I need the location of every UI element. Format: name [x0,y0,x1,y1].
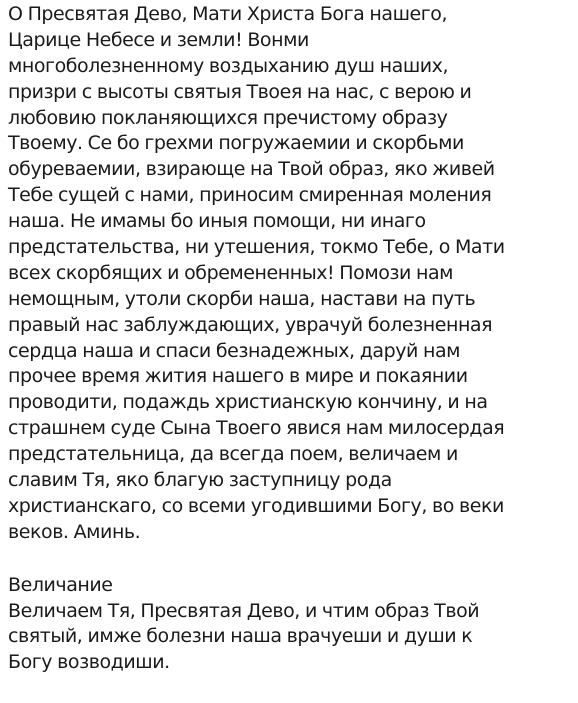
prayer-line: многоболезненному воздыханию душ наших, [8,54,449,77]
prayer-line: прочее время жития нашего в мире и покаянии [8,365,468,388]
prayer-line: Царице Небесе и земли! Вонми [8,28,309,51]
prayer-line: наша. Не имамы бо иныя помощи, ни инаго [8,210,426,233]
prayer-line: христианскаго, со всеми угодившими Богу, во веки [8,494,504,517]
prayer-line: славим Тя, яко благую заступницу рода [8,469,392,492]
prayer-line: правый нас заблуждающих, уврачуй болезненная [8,313,493,336]
magnification-line: Богу возводиши. [8,651,170,674]
prayer-line: предстательница, да всегда поем, величаем и [8,443,458,466]
prayer-line: Твоему. Се бо грехми погружаемии и скорбьми [8,132,464,155]
prayer-line: немощным, утоли скорби наша, настави на путь [8,287,476,310]
prayer-line: страшнем суде Сына Твоего явися нам милосердая [8,417,505,440]
magnification-section [8,573,574,677]
prayer-line: Тебе сущей с нами, приносим смиренная моления [8,184,492,207]
prayer-line: всех скорбящих и обремененных! Помози нам [8,261,454,284]
document-text [8,2,574,676]
prayer-line: сердца наша и спаси безнадежных, даруй нам [8,339,461,362]
prayer-line: любовию покланяющихся пречистому образу [8,106,448,129]
prayer-line: предстательства, ни утешения, токмо Тебе, о Мати [8,236,505,259]
prayer-line: призри с высоты святыя Твоея на нас, с верою и [8,80,472,103]
prayer-line: проводити, подаждь христианскую кончину, и на [8,391,488,414]
prayer-line: веков. Аминь. [8,520,141,543]
prayer-paragraph [8,2,574,546]
prayer-line: О Пресвятая Дево, Мати Христа Бога нашего, [8,3,448,25]
prayer-line: обуреваемии, взирающе на Твой образ, яко живей [8,158,495,181]
paragraph-spacer [8,546,574,573]
magnification-line: Величаем Тя, Пресвятая Дево, и чтим образ Твой [8,599,480,622]
magnification-line: святый, имже болезни наша врачуеши и души к [8,625,473,648]
magnification-heading: Величание [8,573,113,596]
